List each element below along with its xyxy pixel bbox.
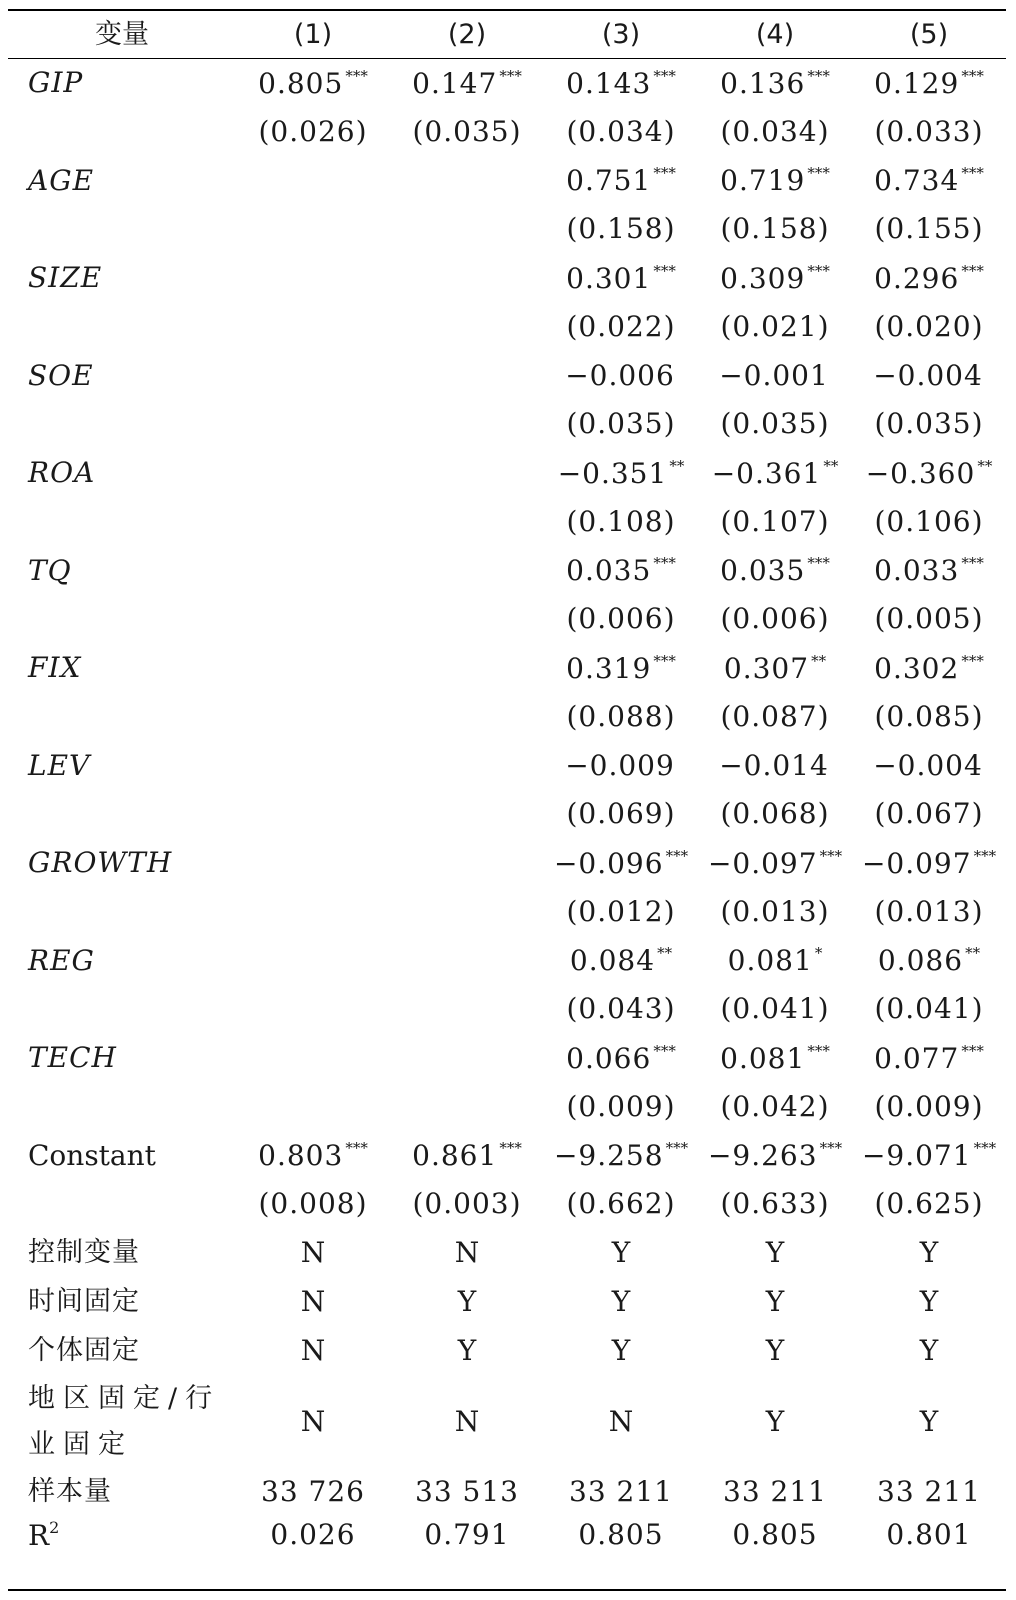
standard-error-cell: (0.662) [566,1187,676,1221]
indicator-value: Y [765,1405,785,1438]
coefficient-cell [698,936,852,986]
coefficient-cell [698,741,852,791]
coefficient-cell [852,253,1006,303]
header-variable-label: 变量 [95,19,149,50]
significance-stars: *** [961,164,984,182]
standard-error-cell: (0.020) [874,309,984,343]
coefficient-value: −0.351 [557,456,668,490]
coefficient-cell [390,253,544,303]
indicator-value: Y [611,1235,631,1269]
standard-error-cell [390,303,544,351]
standard-error-label-empty [8,108,236,156]
standard-error-cell: (0.625) [874,1187,984,1221]
standard-error-row [8,1083,1006,1131]
sample-size-value: 33 211 [723,1474,827,1508]
coefficient-value: −0.006 [565,359,675,392]
indicator-name: 地区固定/行业固定 [28,1383,221,1460]
standard-error-cell [236,888,390,936]
indicator-name: 控制变量 [28,1237,140,1268]
coefficient-cell [390,58,544,108]
standard-error-cell: (0.026) [258,114,368,148]
coefficient-cell [852,1033,1006,1083]
coefficient-cell [390,156,544,206]
standard-error-cell: (0.005) [874,602,984,636]
significance-stars: *** [807,66,830,85]
coefficient-row [8,351,1006,401]
standard-error-row [8,888,1006,936]
coefficient-cell [236,58,390,108]
standard-error-cell: (0.034) [566,114,676,148]
significance-stars: ** [657,944,673,962]
r-squared-symbol: R [28,1519,50,1552]
coefficient-value: 0.301 [566,261,652,295]
coefficient-value: 0.081 [720,1041,806,1075]
coefficient-row [8,546,1006,596]
coefficient-value: 0.129 [874,66,960,100]
significance-stars: *** [819,846,843,865]
coefficient-value: 0.033 [874,554,960,587]
standard-error-cell: (0.035) [412,114,522,148]
coefficient-value: 0.307 [723,651,810,685]
standard-error-cell: (0.009) [874,1089,984,1123]
coefficient-cell [544,643,698,693]
coefficient-row [8,838,1006,888]
standard-error-cell: (0.006) [720,602,830,636]
header-column: (5) [909,19,949,50]
standard-error-row [8,303,1006,351]
variable-name: REG [28,943,95,977]
coefficient-value: −0.360 [865,456,976,490]
coefficient-value: −0.097 [861,846,972,880]
standard-error-cell: (0.012) [566,894,676,928]
variable-name: GROWTH [28,846,173,879]
standard-error-cell [390,888,544,936]
coefficient-cell [852,1131,1006,1181]
standard-error-cell: (0.033) [874,114,984,148]
coefficient-value: −0.001 [719,359,829,392]
variable-name: TECH [28,1041,117,1074]
standard-error-cell: (0.042) [720,1089,830,1123]
coefficient-value: 0.803 [258,1139,344,1172]
coefficient-value: 0.035 [566,554,652,587]
coefficient-cell [544,936,698,986]
standard-error-row [8,206,1006,254]
bottom-rule [8,1589,1006,1591]
standard-error-cell [236,986,390,1034]
variable-name: TQ [28,553,72,587]
r-squared-value: 0.791 [424,1518,510,1551]
coefficient-value: −0.097 [707,846,818,880]
coefficient-cell [698,1131,852,1181]
standard-error-label-empty [8,791,236,839]
coefficient-cell [544,1131,698,1181]
coefficient-cell [236,156,390,206]
coefficient-cell [236,448,390,498]
significance-stars: *** [961,1041,984,1060]
significance-stars: ** [669,456,685,475]
coefficient-cell [698,1033,852,1083]
coefficient-value: 0.143 [566,66,652,100]
r-squared-label [8,1514,236,1556]
indicator-value: N [300,1333,326,1367]
sample-size-value: 33 211 [877,1474,981,1508]
significance-stars: *** [807,261,830,280]
standard-error-cell: (0.006) [566,602,676,636]
coefficient-value: −0.014 [719,749,829,782]
standard-error-cell: (0.158) [566,212,676,246]
header-column: (1) [293,19,333,50]
coefficient-cell [698,838,852,888]
coefficient-row [8,741,1006,791]
standard-error-cell [390,401,544,449]
significance-stars: ** [811,651,827,670]
standard-error-label-empty [8,303,236,351]
standard-error-cell [236,693,390,741]
significance-stars: *** [973,1139,997,1157]
coefficient-value: −9.071 [861,1139,972,1172]
standard-error-row [8,1181,1006,1229]
coefficient-value: −0.004 [873,749,983,782]
significance-stars: *** [665,1139,689,1157]
significance-stars: *** [807,164,830,182]
standard-error-cell: (0.155) [874,212,984,246]
standard-error-cell: (0.108) [566,504,676,538]
significance-stars: *** [653,164,676,182]
standard-error-cell [390,693,544,741]
coefficient-cell [852,741,1006,791]
significance-stars: *** [653,261,676,280]
standard-error-cell [236,401,390,449]
coefficient-cell [390,448,544,498]
indicator-name: 个体固定 [28,1335,140,1366]
significance-stars: *** [961,66,984,85]
coefficient-cell [544,448,698,498]
coefficient-row [8,156,1006,206]
coefficient-value: 0.081 [727,944,813,977]
standard-error-label-empty [8,888,236,936]
coefficient-cell [544,838,698,888]
indicator-value: N [608,1405,634,1438]
coefficient-cell [698,448,852,498]
coefficient-cell [698,351,852,401]
significance-stars: ** [965,944,981,962]
coefficient-value: −9.263 [707,1139,818,1172]
coefficient-cell [544,253,698,303]
standard-error-cell: (0.022) [566,309,676,343]
indicator-value: Y [765,1284,785,1318]
coefficient-cell [698,643,852,693]
standard-error-cell: (0.158) [720,212,830,246]
standard-error-cell: (0.633) [720,1187,830,1221]
significance-stars: ** [977,456,993,475]
coefficient-cell [390,546,544,596]
standard-error-cell [390,1083,544,1131]
sample-size-value: 33 513 [415,1474,519,1508]
coefficient-value: 0.319 [566,651,652,685]
coefficient-row [8,1131,1006,1181]
coefficient-value: 0.296 [874,261,960,295]
standard-error-label-empty [8,986,236,1034]
coefficient-row [8,58,1006,108]
standard-error-cell [390,986,544,1034]
coefficient-value: 0.805 [258,66,344,100]
indicator-value: Y [457,1284,477,1318]
coefficient-cell [236,546,390,596]
standard-error-row [8,791,1006,839]
coefficient-value: −0.096 [553,846,664,880]
coefficient-cell [236,351,390,401]
standard-error-cell: (0.087) [720,699,830,733]
coefficient-row [8,936,1006,986]
standard-error-label-empty [8,401,236,449]
coefficient-cell [698,58,852,108]
variable-name: GIP [28,66,84,99]
indicator-row [8,1375,1006,1469]
coefficient-cell [390,741,544,791]
variable-name: FIX [28,651,82,684]
standard-error-cell: (0.008) [258,1187,368,1221]
coefficient-cell [852,351,1006,401]
significance-stars: *** [653,66,676,85]
coefficient-value: 0.086 [877,944,964,977]
coefficient-cell [390,1131,544,1181]
standard-error-label-empty [8,693,236,741]
standard-error-cell: (0.035) [874,407,984,441]
coefficient-cell [390,838,544,888]
coefficient-cell [544,1033,698,1083]
indicator-value: Y [765,1235,785,1269]
standard-error-row [8,108,1006,156]
coefficient-cell [698,156,852,206]
coefficient-row [8,1033,1006,1083]
coefficient-value: 0.751 [566,164,652,197]
coefficient-cell [544,156,698,206]
coefficient-value: 0.719 [720,164,806,197]
coefficient-cell [852,643,1006,693]
standard-error-row [8,596,1006,644]
coefficient-value: 0.077 [874,1041,960,1075]
header-column: (3) [601,19,641,50]
standard-error-row [8,401,1006,449]
standard-error-cell: (0.009) [566,1089,676,1123]
standard-error-label-empty [8,1083,236,1131]
coefficient-cell [390,1033,544,1083]
indicator-row [8,1228,1006,1277]
standard-error-cell: (0.088) [566,699,676,733]
variable-name: LEV [28,748,91,782]
significance-stars: *** [345,1139,368,1157]
indicator-value: N [300,1405,326,1438]
coefficient-row [8,643,1006,693]
standard-error-cell [390,596,544,644]
indicator-value: Y [611,1284,631,1318]
indicator-value: N [454,1405,480,1438]
header-column: (4) [755,19,795,50]
standard-error-cell: (0.013) [720,894,830,928]
coefficient-cell [852,838,1006,888]
variable-name: AGE [28,163,95,197]
coefficient-value: −9.258 [553,1139,664,1172]
regression-table [8,11,1006,1556]
standard-error-cell: (0.107) [720,504,830,538]
standard-error-cell [236,791,390,839]
header-column: (2) [447,19,487,50]
variable-name: SOE [28,358,94,392]
significance-stars: *** [819,1139,843,1157]
coefficient-cell [390,351,544,401]
indicator-value: Y [919,1235,939,1269]
coefficient-cell [236,643,390,693]
indicator-value: N [454,1235,480,1269]
significance-stars: *** [653,1041,676,1060]
coefficient-row [8,448,1006,498]
standard-error-cell: (0.035) [720,407,830,441]
standard-error-cell: (0.034) [720,114,830,148]
standard-error-cell: (0.041) [720,992,830,1026]
standard-error-cell: (0.067) [874,797,984,831]
indicator-value: N [300,1284,326,1318]
coefficient-cell [390,936,544,986]
coefficient-cell [544,58,698,108]
coefficient-value: 0.035 [720,554,806,587]
standard-error-cell [236,303,390,351]
indicator-value: N [300,1235,326,1269]
indicator-value: Y [765,1333,785,1367]
coefficient-value: −0.009 [565,749,675,782]
variable-name: SIZE [28,261,103,294]
significance-stars: *** [961,261,984,280]
indicator-value: Y [919,1405,939,1438]
standard-error-label-empty [8,206,236,254]
r-squared-value: 0.801 [886,1518,972,1551]
regression-table-body [8,11,1006,1556]
standard-error-cell [390,206,544,254]
coefficient-cell [236,1033,390,1083]
standard-error-cell: (0.043) [566,992,676,1026]
coefficient-cell [236,253,390,303]
significance-stars: ** [823,456,839,475]
standard-error-label-empty [8,1181,236,1229]
coefficient-cell [698,253,852,303]
coefficient-cell [544,741,698,791]
significance-stars: *** [665,846,689,865]
coefficient-value: 0.861 [412,1139,498,1172]
standard-error-cell: (0.085) [874,699,984,733]
significance-stars: *** [653,651,676,670]
coefficient-cell [852,546,1006,596]
coefficient-cell [852,58,1006,108]
indicator-value: Y [457,1333,477,1367]
standard-error-cell: (0.068) [720,797,830,831]
r-squared-superscript: 2 [49,1518,60,1537]
significance-stars: *** [961,651,984,670]
coefficient-cell [236,1131,390,1181]
significance-stars: *** [653,554,676,572]
coefficient-cell [852,156,1006,206]
coefficient-value: 0.136 [720,66,806,100]
standard-error-cell [390,498,544,546]
standard-error-cell [390,791,544,839]
significance-stars: *** [807,1041,830,1060]
sample-size-value: 33 726 [261,1474,365,1508]
coefficient-cell [698,546,852,596]
standard-error-cell: (0.013) [874,894,984,928]
sample-size-label: 样本量 [28,1476,112,1507]
standard-error-cell: (0.003) [412,1187,522,1221]
significance-stars: *** [807,554,830,572]
significance-stars: *** [345,66,368,85]
indicator-row [8,1326,1006,1375]
indicator-value: Y [919,1333,939,1367]
standard-error-label-empty [8,596,236,644]
coefficient-cell [236,838,390,888]
standard-error-cell [236,206,390,254]
coefficient-value: 0.734 [874,164,960,197]
standard-error-cell [236,1083,390,1131]
standard-error-cell: (0.021) [720,309,830,343]
standard-error-cell: (0.106) [874,504,984,538]
significance-stars: * [814,944,823,962]
standard-error-cell: (0.035) [566,407,676,441]
significance-stars: *** [961,554,984,572]
coefficient-value: 0.066 [566,1041,652,1075]
r-squared-value: 0.026 [270,1518,356,1551]
coefficient-value: 0.302 [874,651,960,685]
standard-error-cell: (0.041) [874,992,984,1026]
indicator-value: Y [611,1333,631,1367]
coefficient-cell [236,936,390,986]
header-row [8,11,1006,58]
significance-stars: *** [499,1139,522,1157]
coefficient-row [8,253,1006,303]
coefficient-cell [236,741,390,791]
coefficient-cell [852,448,1006,498]
r-squared-value: 0.805 [732,1518,818,1551]
coefficient-value: 0.147 [412,66,498,100]
standard-error-cell [236,596,390,644]
standard-error-label-empty [8,498,236,546]
significance-stars: *** [499,66,522,85]
coefficient-value: 0.084 [569,944,656,977]
coefficient-cell [544,546,698,596]
r-squared-row [8,1514,1006,1556]
r-squared-value: 0.805 [578,1518,664,1551]
standard-error-row [8,498,1006,546]
coefficient-value: −0.361 [711,456,822,490]
standard-error-cell [236,498,390,546]
significance-stars: *** [973,846,997,865]
standard-error-row [8,986,1006,1034]
variable-name: Constant [28,1138,156,1172]
coefficient-value: −0.004 [873,359,983,392]
coefficient-value: 0.309 [720,261,806,295]
indicator-row [8,1277,1006,1326]
standard-error-cell: (0.069) [566,797,676,831]
standard-error-row [8,693,1006,741]
sample-size-value: 33 211 [569,1474,673,1508]
coefficient-cell [544,351,698,401]
sample-size-row [8,1469,1006,1514]
coefficient-cell [390,643,544,693]
indicator-name: 时间固定 [28,1286,140,1317]
indicator-value: Y [919,1284,939,1318]
coefficient-cell [852,936,1006,986]
variable-name: ROA [28,456,96,489]
